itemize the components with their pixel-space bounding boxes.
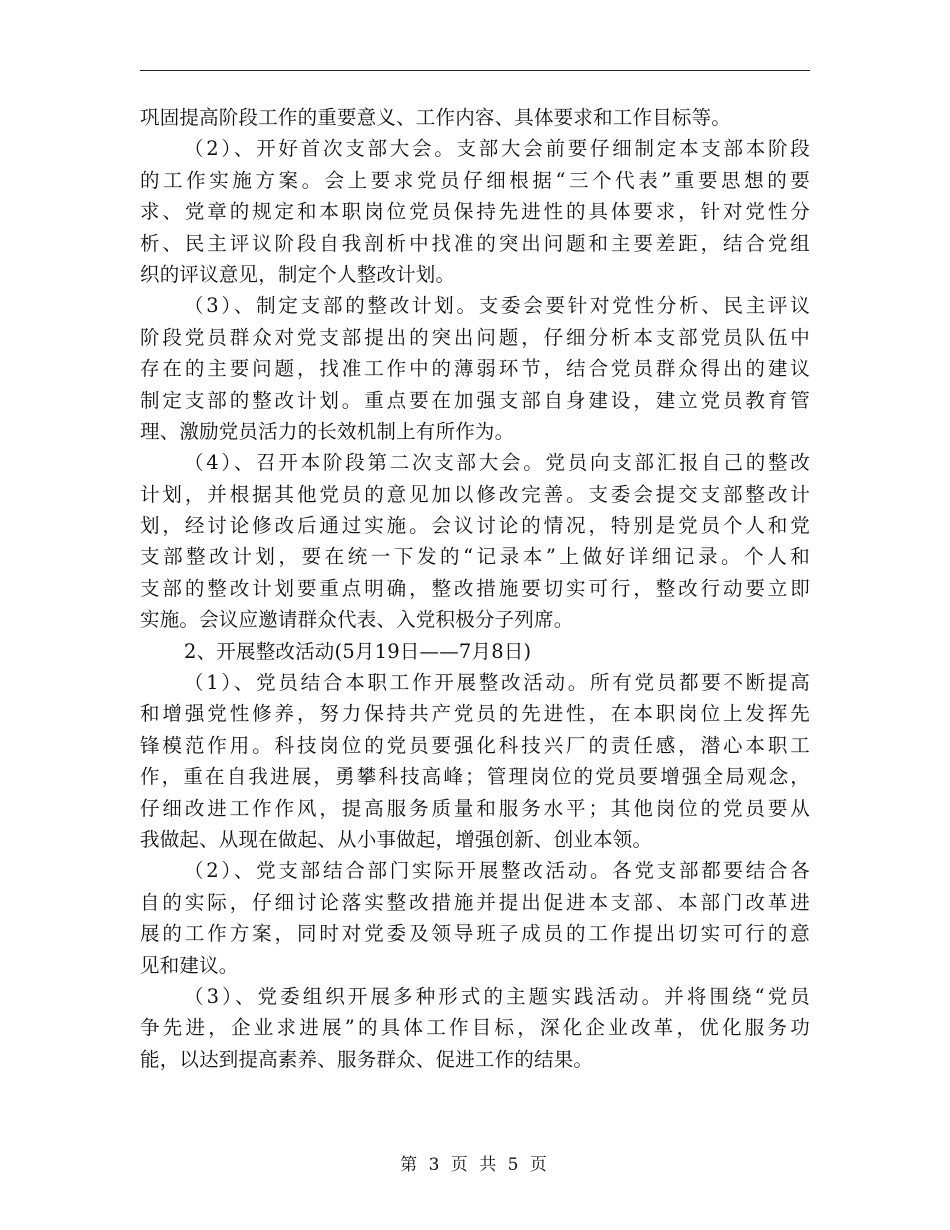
text-line: （3）、党委组织开展多种形式的主题实践活动。并将围绕“党员 (184, 984, 810, 1008)
page-footer: 第 3 页 共 5 页 (400, 1155, 550, 1175)
text-line: 制定支部的整改计划。重点要在加强支部自身建设，建立党员教育管 (140, 388, 810, 412)
text-line: 锋模范作用。科技岗位的党员要强化科技兴厂的责任感，潜心本职工 (140, 733, 810, 757)
body-text (140, 102, 810, 1075)
text-line: 计划，并根据其他党员的意见加以修改完善。支委会提交支部整改计 (140, 482, 810, 506)
text-line: 展的工作方案，同时对党委及领导班子成员的工作提出切实可行的意 (140, 922, 810, 946)
text-line: 争先进，企业求进展”的具体工作目标，深化企业改革，优化服务功 (140, 1016, 810, 1040)
text-line: （4）、召开本阶段第二次支部大会。党员向支部汇报自己的整改 (184, 451, 810, 475)
text-line: 求、党章的规定和本职岗位党员保持先进性的具体要求，针对党性分 (140, 200, 810, 224)
text-line: （2）、党支部结合部门实际开展整改活动。各党支部都要结合各 (184, 859, 810, 883)
text-line: （2）、开好首次支部大会。支部大会前要仔细制定本支部本阶段 (184, 137, 810, 161)
text-line: 阶段党员群众对党支部提出的突出问题，仔细分析本支部党员队伍中 (140, 325, 810, 349)
text-line: 的工作实施方案。会上要求党员仔细根据“三个代表”重要思想的要 (140, 168, 810, 192)
text-line: 我做起、从现在做起、从小事做起，增强创新、创业本领。 (140, 827, 653, 851)
text-line: 和增强党性修养，努力保持共产党员的先进性，在本职岗位上发挥先 (140, 702, 810, 726)
text-line: （3）、制定支部的整改计划。支委会要针对党性分析、民主评议 (184, 294, 810, 318)
text-line: 支部的整改计划要重点明确，整改措施要切实可行，整改行动要立即 (140, 576, 810, 600)
text-line: 巩固提高阶段工作的重要意义、工作内容、具体要求和工作目标等。 (140, 106, 732, 129)
text-line: 仔细改进工作作风，提高服务质量和服务水平；其他岗位的党员要从 (140, 796, 810, 820)
text-line: 实施。会议应邀请群众代表、入党积极分子列席。 (140, 608, 574, 632)
text-line: 理、激励党员活力的长效机制上有所作为。 (140, 419, 515, 443)
text-line: 自的实际，仔细讨论落实整改措施并提出促进本支部、本部门改革进 (140, 890, 810, 914)
text-line: 2、开展整改活动(5月19日——7月8日) (184, 639, 532, 663)
text-line: 织的评议意见，制定个人整改计划。 (140, 262, 456, 286)
text-line: 析、民主评议阶段自我剖析中找准的突出问题和主要差距，结合党组 (140, 231, 810, 255)
text-line: 能，以达到提高素养、服务群众、促进工作的结果。 (140, 1047, 594, 1071)
text-line: 作，重在自我进展，勇攀科技高峰；管理岗位的党员要增强全局观念， (140, 765, 810, 789)
text-line: 见和建议。 (140, 953, 239, 977)
text-line: 存在的主要问题，找准工作中的薄弱环节，结合党员群众得出的建议 (140, 357, 810, 381)
text-line: 支部整改计划，要在统一下发的“记录本”上做好详细记录。个人和 (140, 545, 810, 569)
text-line: 划，经讨论修改后通过实施。会议讨论的情况，特别是党员个人和党 (140, 514, 810, 538)
header-rule (140, 70, 810, 71)
text-line: （1）、党员结合本职工作开展整改活动。所有党员都要不断提高 (184, 671, 810, 695)
